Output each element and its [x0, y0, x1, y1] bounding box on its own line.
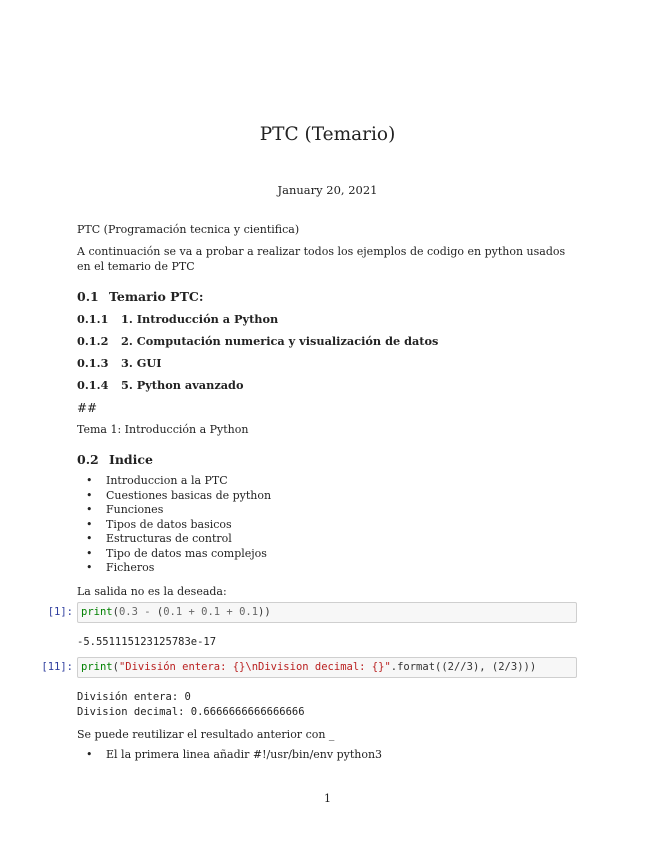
index-list: [86, 474, 271, 576]
list-item: • Tipo de datos mas complejos: [86, 547, 271, 562]
subsection-title: 5. Python avanzado: [121, 378, 244, 392]
intro-text: PTC (Programación tecnica y cientifica): [77, 223, 300, 236]
code-token: (: [112, 606, 119, 618]
code-token: 0.1: [201, 606, 221, 618]
code-token: print: [81, 661, 113, 673]
section-temario-heading: [77, 289, 203, 304]
tema-text: Tema 1: Introducción a Python: [77, 423, 249, 436]
list-item: • El la primera linea añadir #!/usr/bin/env python3: [86, 748, 382, 763]
code-token: (: [112, 661, 119, 673]
subsection-title: 1. Introducción a Python: [121, 312, 279, 326]
subsection-title: 3. GUI: [121, 356, 162, 370]
code-cell[interactable]: [77, 602, 577, 623]
document-title: PTC (Temario): [259, 124, 396, 145]
code-token: +: [220, 606, 240, 618]
document-date: January 20, 2021: [277, 183, 378, 197]
cell-output: Division decimal: 0.6666666666666666: [77, 706, 305, 718]
cell-output: -5.551115123125783e-17: [77, 636, 217, 648]
code-token: 0.1: [239, 606, 259, 618]
subsection-heading: [77, 378, 243, 392]
code-token: 0.3: [118, 606, 138, 618]
code-token: -: [137, 606, 157, 618]
list-item: • Introduccion a la PTC: [86, 474, 271, 489]
subsection-number: 0.1.1: [77, 312, 109, 326]
subsection-title: 2. Computación numerica y visualización de datos: [121, 334, 439, 348]
cell-output: División entera: 0: [77, 691, 191, 703]
page-number: 1: [324, 792, 331, 805]
bullet-list: [86, 748, 382, 763]
intro-paragraph: A continuación se va a probar a realizar todos los ejemplos de codigo en python usados en el temario de PTC: [77, 245, 566, 273]
code-token: .format((2//3), (2/3))): [390, 661, 537, 673]
cell-prompt: [1]:: [47, 606, 73, 618]
code-token: )): [258, 606, 271, 618]
salida-text: La salida no es la deseada:: [77, 585, 227, 598]
code-token: print: [81, 606, 113, 618]
list-item: • Funciones: [86, 503, 271, 518]
section-number: 0.1: [77, 289, 99, 304]
code-token: (: [156, 606, 164, 618]
subsection-heading: [77, 356, 162, 370]
code-token: 0.1: [163, 606, 183, 618]
hash-heading: ##: [77, 401, 98, 415]
section-number: 0.2: [77, 452, 99, 467]
list-item: • Cuestiones basicas de python: [86, 489, 271, 504]
section-indice-heading: [77, 452, 153, 467]
code-cell[interactable]: [77, 657, 577, 678]
section-title: Temario PTC:: [109, 289, 204, 304]
subsection-heading: [77, 334, 438, 348]
subsection-number: 0.1.4: [77, 378, 109, 392]
section-title: Indice: [109, 452, 153, 467]
list-item: • Estructuras de control: [86, 532, 271, 547]
subsection-number: 0.1.3: [77, 356, 109, 370]
cell-prompt: [11]:: [41, 661, 73, 673]
list-item: • Tipos de datos basicos: [86, 518, 271, 533]
list-item: • Ficheros: [86, 561, 271, 576]
subsection-heading: [77, 312, 278, 326]
code-token: +: [182, 606, 202, 618]
code-token: "División entera: {}\nDivision decimal: {}": [118, 661, 391, 673]
reuse-text: Se puede reutilizar el resultado anterior con _: [77, 728, 335, 741]
subsection-number: 0.1.2: [77, 334, 109, 348]
